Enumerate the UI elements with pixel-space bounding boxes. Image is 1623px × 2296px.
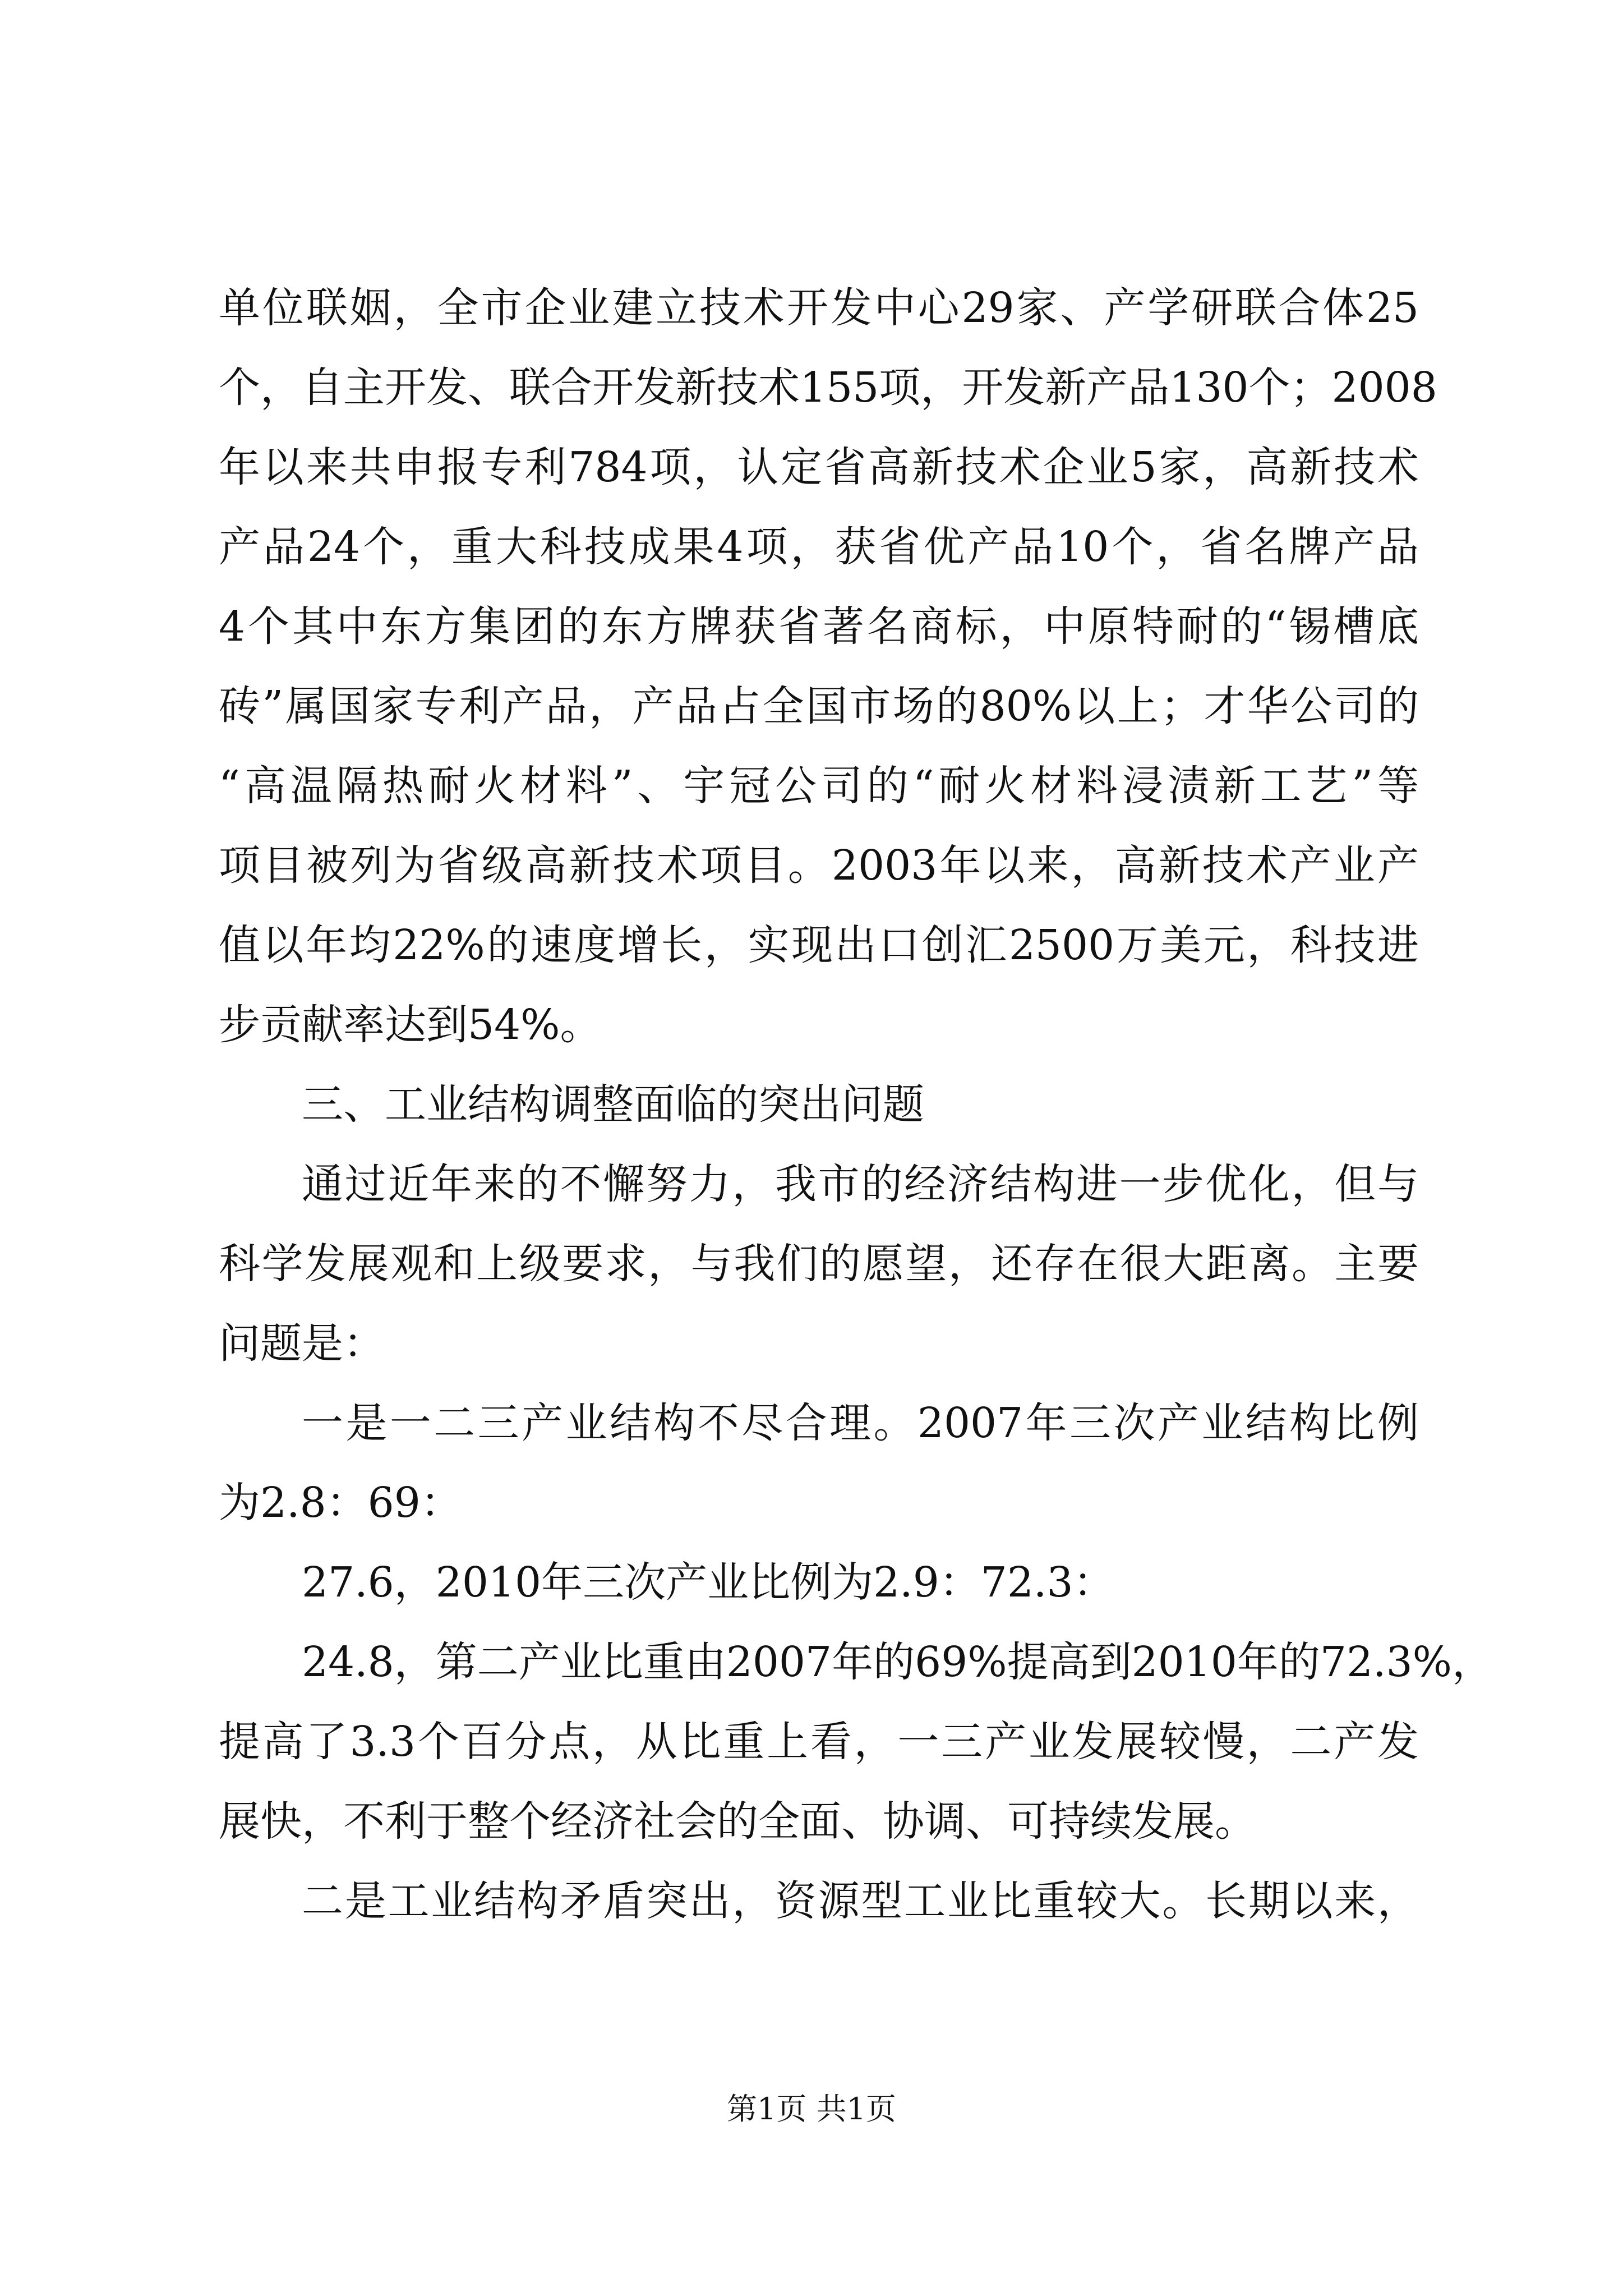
text-line: 科学发展观和上级要求，与我们的愿望，还存在很大距离。主要 xyxy=(219,1240,1419,1288)
text-line: 单位联姻，全市企业建立技术开发中心29家、产学研联合体25 xyxy=(219,284,1419,332)
text-line: 问题是： xyxy=(219,1319,385,1368)
text-line: “高温隔热耐火材料”、宇冠公司的“耐火材料浸渍新工艺”等 xyxy=(219,762,1419,810)
text-line: 个，自主开发、联合开发新技术155项，开发新产品130个；2008 xyxy=(219,364,1437,412)
text-line: 提高了3.3个百分点，从比重上看，一三产业发展较慢，二产发 xyxy=(219,1718,1419,1766)
text-line: 为2.8：69： xyxy=(219,1479,462,1527)
text-line: 24.8，第二产业比重由2007年的69%提高到2010年的72.3%， xyxy=(302,1638,1493,1686)
text-line: 一是一二三产业结构不尽合理。2007年三次产业结构比例 xyxy=(302,1399,1419,1447)
text-line: 通过近年来的不懈努力，我市的经济结构进一步优化，但与 xyxy=(302,1160,1419,1208)
text-line: 27.6，2010年三次产业比例为2.9：72.3： xyxy=(302,1558,1115,1607)
text-line: 值以年均22%的速度增长，实现出口创汇2500万美元，科技进 xyxy=(219,921,1419,969)
text-line: 项目被列为省级高新技术项目。2003年以来，高新技术产业产 xyxy=(219,841,1419,890)
document-body xyxy=(219,268,1493,1941)
text-line: 产品24个，重大科技成果4项，获省优产品10个，省名牌产品 xyxy=(219,523,1419,571)
text-line: 年以来共申报专利784项，认定省高新技术企业5家，高新技术 xyxy=(219,443,1419,491)
text-line: 砖”属国家专利产品，产品占全国市场的80%以上；才华公司的 xyxy=(219,682,1419,730)
section-heading: 三、工业结构调整面临的突出问题 xyxy=(302,1080,924,1129)
text-line: 4个其中东方集团的东方牌获省著名商标，中原特耐的“锡槽底 xyxy=(219,602,1419,651)
text-line: 展快，不利于整个经济社会的全面、协调、可持续发展。 xyxy=(219,1797,1256,1846)
text-line: 二是工业结构矛盾突出，资源型工业比重较大。长期以来， xyxy=(302,1877,1419,1925)
page-footer: 第1页 共1页 xyxy=(727,2091,896,2127)
text-line: 步贡献率达到54%。 xyxy=(219,1001,602,1049)
